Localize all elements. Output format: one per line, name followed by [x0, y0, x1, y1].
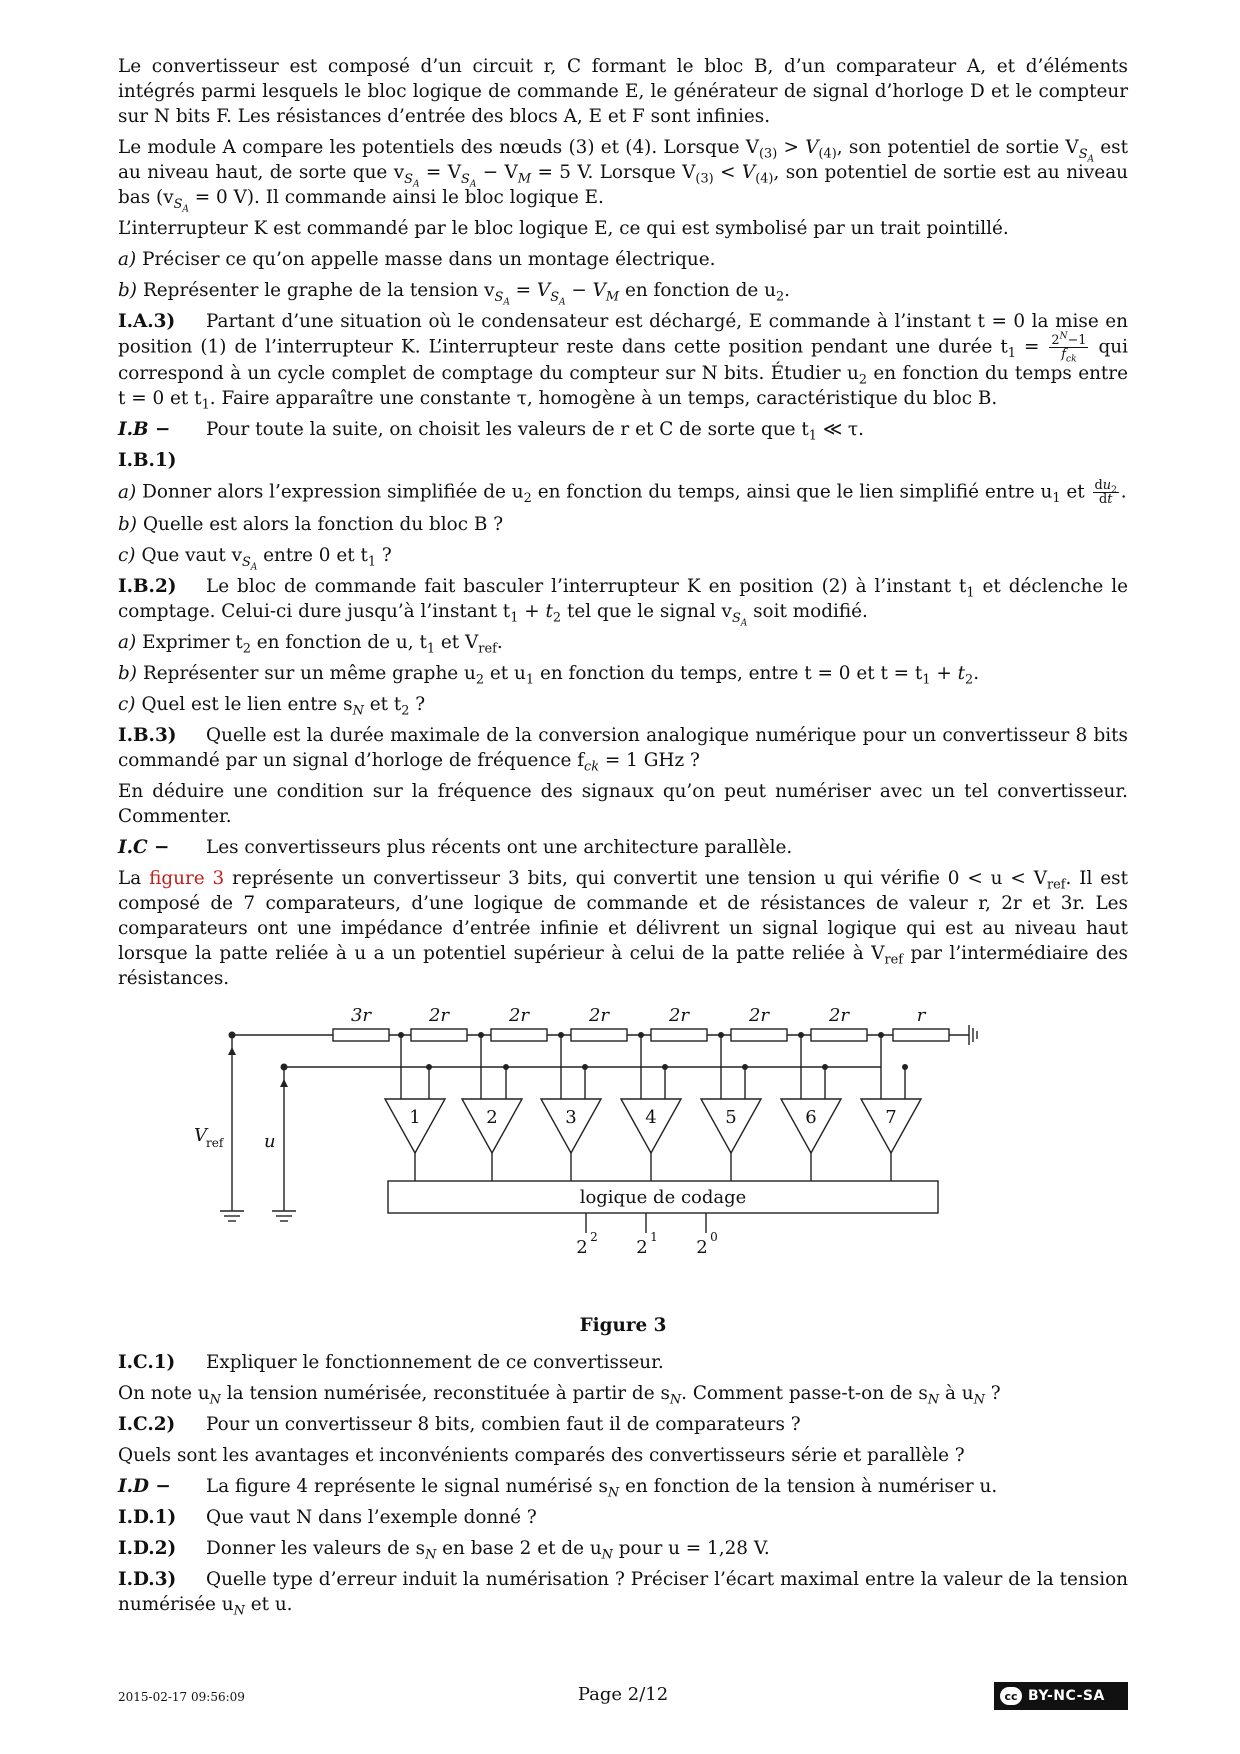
u-arrowhead	[280, 1079, 288, 1087]
output-weight: 2	[576, 1237, 588, 1258]
vref-label: V	[194, 1125, 207, 1146]
resistor-label: 2r	[428, 1005, 450, 1026]
footer-page-number: Page 2/12	[577, 1684, 669, 1705]
question-ic1: I.C.1) Expliquer le fonctionnement de ce convertisseur.	[118, 1352, 664, 1373]
paragraph-3: L’interrupteur K est commandé par le bloc logique E, ce qui est symbolisé par un trait pointillé.	[118, 218, 1009, 239]
vref-subscript: ref	[206, 1136, 224, 1150]
resistor	[333, 1029, 389, 1041]
output-weight: 2	[636, 1237, 648, 1258]
logic-box-label: logique de codage	[579, 1187, 747, 1208]
resistor-label: 2r	[508, 1005, 530, 1026]
u-node	[662, 1064, 668, 1070]
question-id3: I.D.3) Quelle type d’erreur induit la numérisation ? Préciser l’écart maximal entre la valeur de la tension numérisée $u_N$ et u.	[118, 1569, 1128, 1619]
question-ib1: I.B.1)	[118, 450, 177, 471]
vref-arrowhead	[228, 1047, 236, 1055]
question-ib3: I.B.3) Quelle est la durée maximale de la conversion analogique numérique pour un convertisseur 8 bits commandé par un signal d’horloge de fréquence $f_{ck} = 1$ GHz ?	[118, 725, 1128, 775]
paragraph-1: Le convertisseur est composé d’un circuit r, C formant le bloc B, d’un comparateur A, et d’éléments intégrés parmi lesquels le bloc logique de commande E, le générateur de signal d’horloge D et le compteur sur N bits F. Les résistances d’entrée des blocs A, E et F sont infinies.	[118, 56, 1128, 127]
resistor	[571, 1029, 627, 1041]
u-node	[503, 1064, 509, 1070]
resistor-label: 2r	[588, 1005, 610, 1026]
comparator-number: 1	[409, 1107, 421, 1128]
question-id1: I.D.1) Que vaut N dans l’exemple donné ?	[118, 1507, 537, 1528]
output-exponent: 2	[590, 1230, 598, 1244]
question-ic2: I.C.2) Pour un convertisseur 8 bits, combien faut il de comparateurs ?	[118, 1414, 801, 1435]
comparator-number: 4	[645, 1107, 657, 1128]
output-weight: 2	[696, 1237, 708, 1258]
resistor-label: 2r	[828, 1005, 850, 1026]
u-node	[902, 1064, 908, 1070]
resistor	[731, 1029, 787, 1041]
paragraph-2: Le module A compare les potentiels des nœuds (3) et (4). Lorsque $V_{(3)} > V_{(4)}$, son potentiel de sortie $V_{S_A}$ est au niveau haut, de sorte que $v_{S_A} = V_{S_A} - V_M = 5$ V. Lorsque $V_{(3)} < V_{(4)}$, son potentiel de sortie est au niveau bas ($v_{S_A} = 0$ V). Il commande ainsi le bloc logique E.	[118, 137, 1129, 215]
resistor-label: 2r	[748, 1005, 770, 1026]
comparator-number: 6	[805, 1107, 817, 1128]
u-node	[582, 1064, 588, 1070]
section-id: I.D − La figure 4 représente le signal numérisé $s_N$ en fonction de la tension à numériser u.	[118, 1476, 998, 1501]
question-ib1a: a) Donner alors l’expression simplifiée de $u_2$ en fonction du temps, ainsi que le lien simplifié entre $u_1$ et $\frac{du_2}{dt}$ .	[118, 478, 1127, 507]
question-ib3-follow: En déduire une condition sur la fréquence des signaux qu’on peut numériser avec un tel convertisseur. Commenter.	[118, 781, 1128, 827]
resistor-label: 2r	[668, 1005, 690, 1026]
question-id2: I.D.2) Donner les valeurs de $s_N$ en base 2 et de $u_N$ pour u = 1,28 V.	[118, 1538, 770, 1563]
resistor	[411, 1029, 467, 1041]
comparator-number: 2	[486, 1107, 498, 1128]
u-node	[742, 1064, 748, 1070]
question-ib2c: c) Quel est le lien entre $s_N$ et $t_2$ ?	[118, 694, 426, 719]
resistor	[491, 1029, 547, 1041]
u-label: u	[264, 1131, 276, 1152]
resistor	[893, 1029, 949, 1041]
u-node	[426, 1064, 432, 1070]
resistor	[811, 1029, 867, 1041]
figure-3-link[interactable]: figure 3	[149, 868, 225, 889]
section-ic: I.C − Les convertisseurs plus récents ont une architecture parallèle.	[118, 837, 793, 858]
comparator-ladder-circuit	[118, 1001, 1128, 1311]
resistor-label: 3r	[350, 1005, 372, 1026]
page-footer	[118, 1680, 1128, 1710]
footer-date: 2015-02-17 09:56:09	[118, 1690, 245, 1704]
question-ib1b: b) Quelle est alors la fonction du bloc B ?	[118, 514, 504, 535]
question-ib2: I.B.2) Le bloc de commande fait basculer l’interrupteur K en position (2) à l’instant $t_1$ et déclenche le comptage. Celui-ci dure jusqu’à l’instant $t_1 + t_2$ tel que le signal $v_{S_A}$ soit modifié.	[118, 576, 1128, 629]
resistor	[651, 1029, 707, 1041]
question-a: a) Préciser ce qu’on appelle masse dans un montage électrique.	[118, 249, 716, 270]
question-ic2-follow: Quels sont les avantages et inconvénients comparés des convertisseurs série et parallèle ?	[118, 1445, 965, 1466]
u-node	[822, 1064, 828, 1070]
question-ic1-follow: On note $u_N$ la tension numérisée, reconstituée à partir de $s_N$. Comment passe-t-on de $s_N$ à $u_N$ ?	[118, 1383, 1001, 1408]
question-ia3: I.A.3) Partant d’une situation où le condensateur est déchargé, E commande à l’instant t = 0 la mise en position (1) de l’interrupteur K. L’interrupteur reste dans cette position pendant une durée $t_1$ = $\frac{2^N-1}{f_{ck}}$ qui correspond à un cycle complet de comptage du compteur sur N bits. Étudier $u_2$ en fonction du temps entre t = 0 et $t_1$. Faire apparaître une constante τ, homogène à un temps, caractéristique du bloc B.	[118, 311, 1128, 413]
resistor-label: r	[916, 1005, 926, 1026]
cc-icon: cc	[1000, 1687, 1022, 1705]
figure-caption: Figure 3	[579, 1315, 667, 1336]
comparator-number: 5	[725, 1107, 737, 1128]
output-exponent: 1	[650, 1230, 658, 1244]
license-text: BY-NC-SA	[1028, 1688, 1105, 1704]
section-ib: I.B − Pour toute la suite, on choisit les valeurs de r et C de sorte que $t_1$ ≪ τ.	[118, 419, 864, 444]
question-ib2a: a) Exprimer $t_2$ en fonction de u, $t_1$ et $V_{ref}$.	[118, 632, 503, 657]
page-content	[118, 54, 1128, 1623]
paragraph-ic: La figure 3 représente un convertisseur 3 bits, qui convertit une tension u qui vérifie $0 < u < V_{ref}$. Il est composé de 7 comparateurs, d’une logique de commande et de résistances de valeur r, 2r et 3r. Les comparateurs ont une impédance d’entrée infinie et délivrent un signal logique qui est au niveau haut lorsque la patte reliée à u a un potentiel supérieur à celui de la patte reliée à $V_{ref}$ par l’intermédiaire des résistances.	[118, 868, 1129, 989]
license-badge[interactable]	[994, 1682, 1128, 1710]
figure-3-diagram	[118, 1001, 1128, 1311]
comparator-number: 3	[565, 1107, 577, 1128]
question-b: b) Représenter le graphe de la tension $v_{S_A} = V_{S_A} - V_M$ en fonction de $u_2$.	[118, 280, 790, 308]
output-exponent: 0	[710, 1230, 718, 1244]
question-ib1c: c) Que vaut $v_{S_A}$ entre 0 et $t_1$ ?	[118, 545, 392, 573]
comparator-number: 7	[885, 1107, 897, 1128]
question-ib2b: b) Représenter sur un même graphe $u_2$ et $u_1$ en fonction du temps, entre t = 0 et $t = t_1 + t_2$.	[118, 663, 980, 688]
